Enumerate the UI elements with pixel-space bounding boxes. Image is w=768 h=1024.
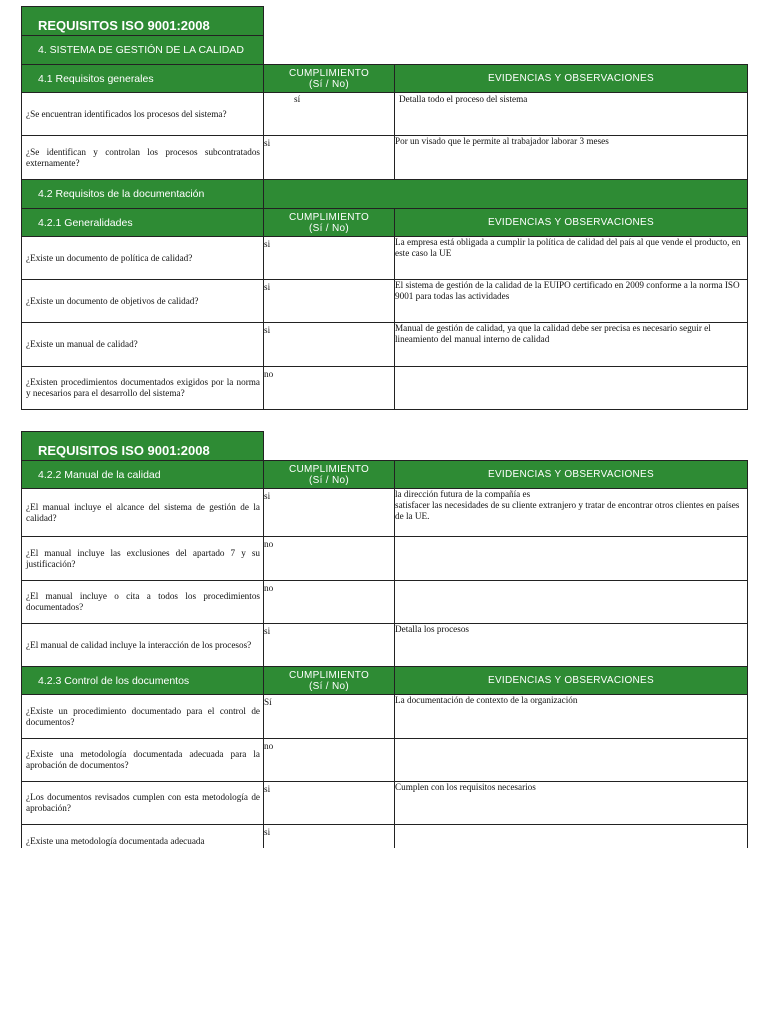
question: ¿Existe un manual de calidad? [21, 322, 264, 367]
question: ¿El manual incluye el alcance del sistema de gestión de la calidad? [21, 488, 264, 537]
table-row [21, 236, 747, 280]
answer[interactable]: si [263, 236, 395, 280]
col-cumplimiento: CUMPLIMIENTO (Sí / No) [263, 460, 395, 489]
col-cumplimiento: CUMPLIMIENTO (Sí / No) [263, 64, 395, 93]
answer[interactable]: si [263, 623, 395, 667]
question: ¿El manual de calidad incluye la interacción de los procesos? [21, 623, 264, 667]
answer[interactable]: si [263, 781, 395, 825]
col-evidencias: EVIDENCIAS Y OBSERVACIONES [394, 208, 748, 237]
col-evidencias: EVIDENCIAS Y OBSERVACIONES [394, 460, 748, 489]
answer[interactable]: no [263, 580, 395, 624]
question: ¿Se encuentran identificados los procesos del sistema? [21, 92, 264, 136]
question: ¿Existen procedimientos documentados exigidos por la norma y necesarios para el desarrollo del sistema? [21, 366, 264, 410]
evidence[interactable]: Detalla los procesos [394, 623, 748, 667]
col-cumplimiento: CUMPLIMIENTO (Sí / No) [263, 666, 395, 695]
table-row [21, 536, 747, 581]
question: ¿Existe un documento de política de calidad? [21, 236, 264, 280]
question: ¿Existe un procedimiento documentado para el control de documentos? [21, 694, 264, 739]
question: ¿Los documentos revisados cumplen con esta metodología de aprobación? [21, 781, 264, 825]
table-row [21, 488, 747, 537]
table-row [21, 580, 747, 624]
evidence[interactable]: La documentación de contexto de la organización [394, 694, 748, 739]
table-row [21, 623, 747, 667]
answer[interactable]: Sí [263, 694, 395, 739]
table-row [21, 366, 747, 410]
question: ¿Se identifican y controlan los procesos subcontratados externamente? [21, 135, 264, 180]
table-row [21, 279, 747, 323]
subsection-title: 4.1 Requisitos generales [21, 64, 264, 93]
title-row [21, 431, 747, 461]
evidence[interactable] [394, 580, 748, 624]
answer[interactable]: si [263, 824, 395, 848]
evidence[interactable]: Por un visado que le permite al trabajador laborar 3 meses [394, 135, 748, 180]
col-evidencias: EVIDENCIAS Y OBSERVACIONES [394, 666, 748, 695]
evidence[interactable] [394, 536, 748, 581]
question: ¿El manual incluye o cita a todos los procedimientos documentados? [21, 580, 264, 624]
table-row [21, 694, 747, 739]
evidence[interactable]: Detalla todo el proceso del sistema [394, 92, 748, 136]
subsection-fill [263, 179, 748, 209]
title-row [21, 6, 747, 36]
evidence[interactable]: la dirección futura de la compañía es satisfacer las necesidades de su cliente extranjero y tratar de encontrar otros clientes en países de la UE. [394, 488, 748, 537]
question: ¿Existe un documento de objetivos de calidad? [21, 279, 264, 323]
subsection-title: 4.2.2 Manual de la calidad [21, 460, 264, 489]
section-title: 4. SISTEMA DE GESTIÓN DE LA CALIDAD [21, 35, 264, 65]
table-title: REQUISITOS ISO 9001:2008 [21, 431, 264, 461]
col-evidencias: EVIDENCIAS Y OBSERVACIONES [394, 64, 748, 93]
question: ¿Existe una metodología documentada adecuada [21, 824, 264, 848]
answer[interactable]: no [263, 738, 395, 782]
answer[interactable]: si [263, 135, 395, 180]
table-row [21, 135, 747, 180]
subsection-title: 4.2 Requisitos de la documentación [21, 179, 264, 209]
evidence[interactable]: Cumplen con los requisitos necesarios [394, 781, 748, 825]
answer[interactable]: no [263, 536, 395, 581]
answer[interactable]: si [263, 322, 395, 367]
header-row [21, 208, 747, 237]
table-row [21, 322, 747, 367]
table-row [21, 781, 747, 825]
table-row [21, 738, 747, 782]
section-row [21, 35, 747, 65]
answer[interactable]: si [263, 488, 395, 537]
evidence[interactable]: Manual de gestión de calidad, ya que la calidad debe ser precisa es necesario seguir el lineamiento del manual interno de calidad [394, 322, 748, 367]
table-row [21, 824, 747, 848]
question: ¿Existe una metodología documentada adecuada para la aprobación de documentos? [21, 738, 264, 782]
subsection-title: 4.2.1 Generalidades [21, 208, 264, 237]
evidence[interactable] [394, 824, 748, 848]
subsection-title: 4.2.3 Control de los documentos [21, 666, 264, 695]
table-row [21, 92, 747, 136]
header-row [21, 64, 747, 93]
evidence[interactable]: La empresa está obligada a cumplir la política de calidad del país al que vende el producto, en este caso la UE [394, 236, 748, 280]
evidence[interactable] [394, 738, 748, 782]
answer[interactable]: sí [263, 92, 395, 136]
answer[interactable]: no [263, 366, 395, 410]
subsection-row [21, 179, 747, 209]
table-title: REQUISITOS ISO 9001:2008 [21, 6, 264, 36]
header-row [21, 666, 747, 695]
col-cumplimiento: CUMPLIMIENTO (Sí / No) [263, 208, 395, 237]
question: ¿El manual incluye las exclusiones del apartado 7 y su justificación? [21, 536, 264, 581]
evidence[interactable]: El sistema de gestión de la calidad de la EUIPO certificado en 2009 conforme a la norma ISO 9001 para todas las actividades [394, 279, 748, 323]
answer[interactable]: si [263, 279, 395, 323]
header-row [21, 460, 747, 489]
evidence[interactable] [394, 366, 748, 410]
